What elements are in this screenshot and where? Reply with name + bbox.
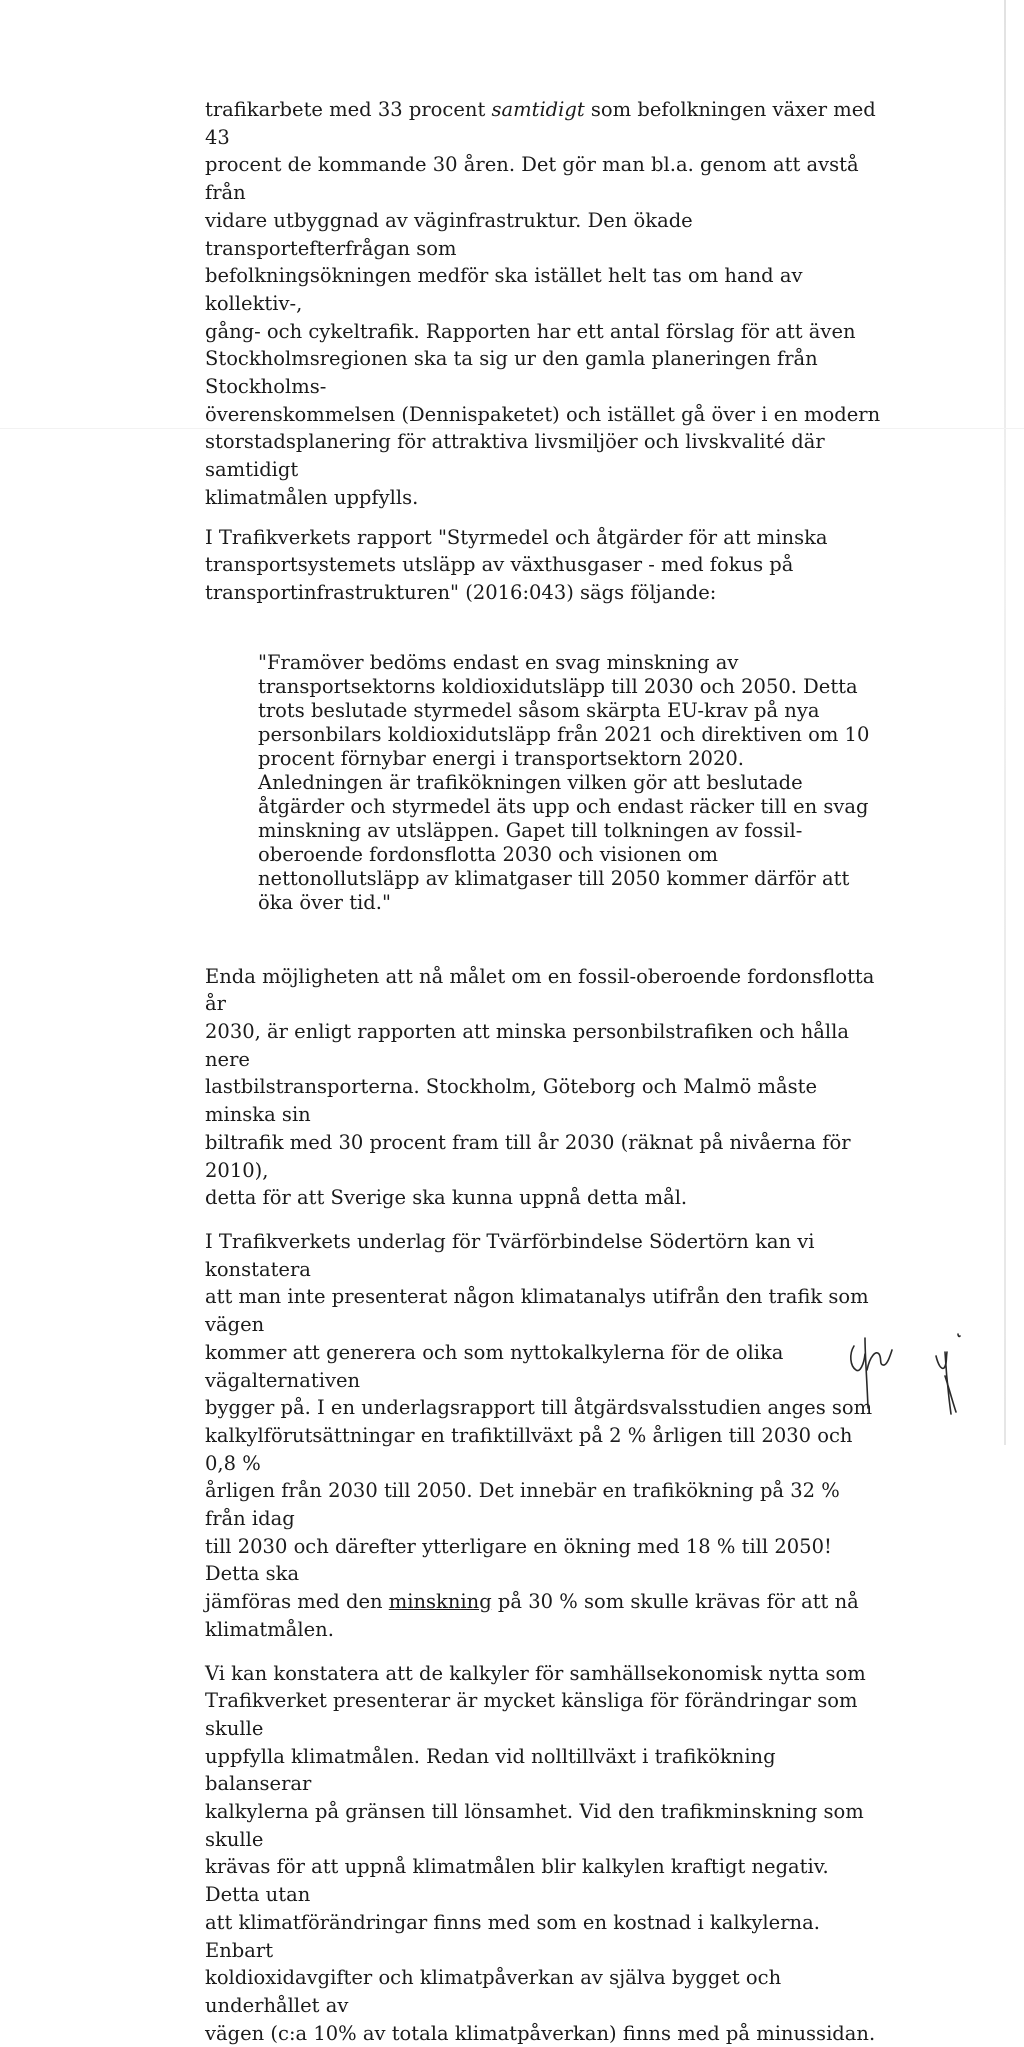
block-quote-text: "Framöver bedöms endast en svag minskning av transportsektorns koldioxidutsläpp till 2030 och 2050. Detta trots beslutade styrmedel såsom skärpta EU-krav på nya personbilars koldioxidutsläpp från 2021 och direktiven om 10 procent förnybar energi i transportsektorn 2020. Anledningen är trafikökningen vilken gör att beslutade åtgärder och styrmedel äts upp och endast räcker till en svag minskning av utsläppen. Gapet till tolkningen av fossil- oberoende fordonsflotta 2030 och visionen om nettonollutsläpp av klimatgaser till 2050 kommer därför att öka över tid." [258, 650, 870, 914]
paragraph-2: I Trafikverkets rapport "Styrmedel och åtgärder för att minska transportsystemets utsläpp av växthusgaser - med fokus på transportinfrastrukturen" (2016:043) sägs följande: [205, 525, 828, 604]
paragraph-1 [205, 96, 885, 512]
signature-strokes [851, 1334, 960, 1414]
paragraph-4-start: I Trafikverkets underlag för Tvärförbindelse Södertörn kan vi konstatera att man inte presenterat någon klimatanalys utifrån den trafik som vägen kommer att generera och som nyttokalkylerna för de olika vägalternativen bygger på. I en underlagsrapport till åtgärdsvalsstudien anges som kalkylförutsättningar en trafiktillväxt på 2 % årligen till 2030 och 0,8 % årligen från 2030 till 2050. Det innebär en trafikökning på 32 % från idag till 2030 och därefter ytterligare en ökning med 18 % till 2050! Detta ska jämföras med den [205, 1229, 873, 1614]
paragraph-5: Vi kan konstatera att de kalkyler för samhällsekonomisk nytta som Trafikverket presenterar är mycket känsliga för förändringar som skulle uppfylla klimatmålen. Redan vid nolltillväxt i trafikökning balanserar kalkylerna på gränsen till lönsamhet. Vid den trafikminskning som skulle krävas för att uppnå klimatmålen blir kalkylen kraftigt negativ. Detta utan att klimatförändringar finns med som en kostnad i kalkylerna. Enbart koldioxidavgifter och klimatpåverkan av själva bygget och underhållet av vägen (c:a 10% av totala klimatpåverkan) finns med på minussidan. [205, 1661, 876, 2045]
paragraph-1-rest: som befolkningen växer med 43 procent de kommande 30 åren. Det gör man bl.a. genom att avstå från vidare utbyggnad av väginfrastruktur. Den ökade transportefterfrågan som befolkningsökningen medför ska istället helt tas om hand av kollektiv-, gång- och cykeltrafik. Rapporten har ett antal förslag för att även Stockholmsregionen ska ta sig ur den gamla planeringen från Stockholms- överenskommelsen (Dennispaketet) och istället gå över i en modern storstadsplanering för attraktiva livsmiljöer och livskvalité där samtidigt klimatmålen uppfylls. [205, 98, 881, 509]
paragraph-1-start: trafikarbete med 33 procent [205, 98, 492, 121]
document-body [205, 96, 885, 2047]
block-quote [258, 627, 885, 939]
paragraph-4-underlined: minskning [388, 1590, 492, 1614]
paragraph-4-rest: på 30 % som skulle krävas för att nå klimatmålen. [205, 1590, 859, 1641]
handwritten-signature [838, 1330, 978, 1420]
paragraph-1-emphasis: samtidigt [491, 98, 585, 121]
paragraph-3: Enda möjligheten att nå målet om en fossil-oberoende fordonsflotta år 2030, är enligt rapporten att minska personbilstrafiken och hålla nere lastbilstransporterna. Stockholm, Göteborg och Malmö måste minska sin biltrafik med 30 procent fram till år 2030 (räknat på nivåerna för 2010), detta för att Sverige ska kunna uppnå detta mål. [205, 964, 875, 1210]
paragraph-4 [205, 1228, 885, 1644]
page-edge-shadow [1004, 0, 1006, 1445]
